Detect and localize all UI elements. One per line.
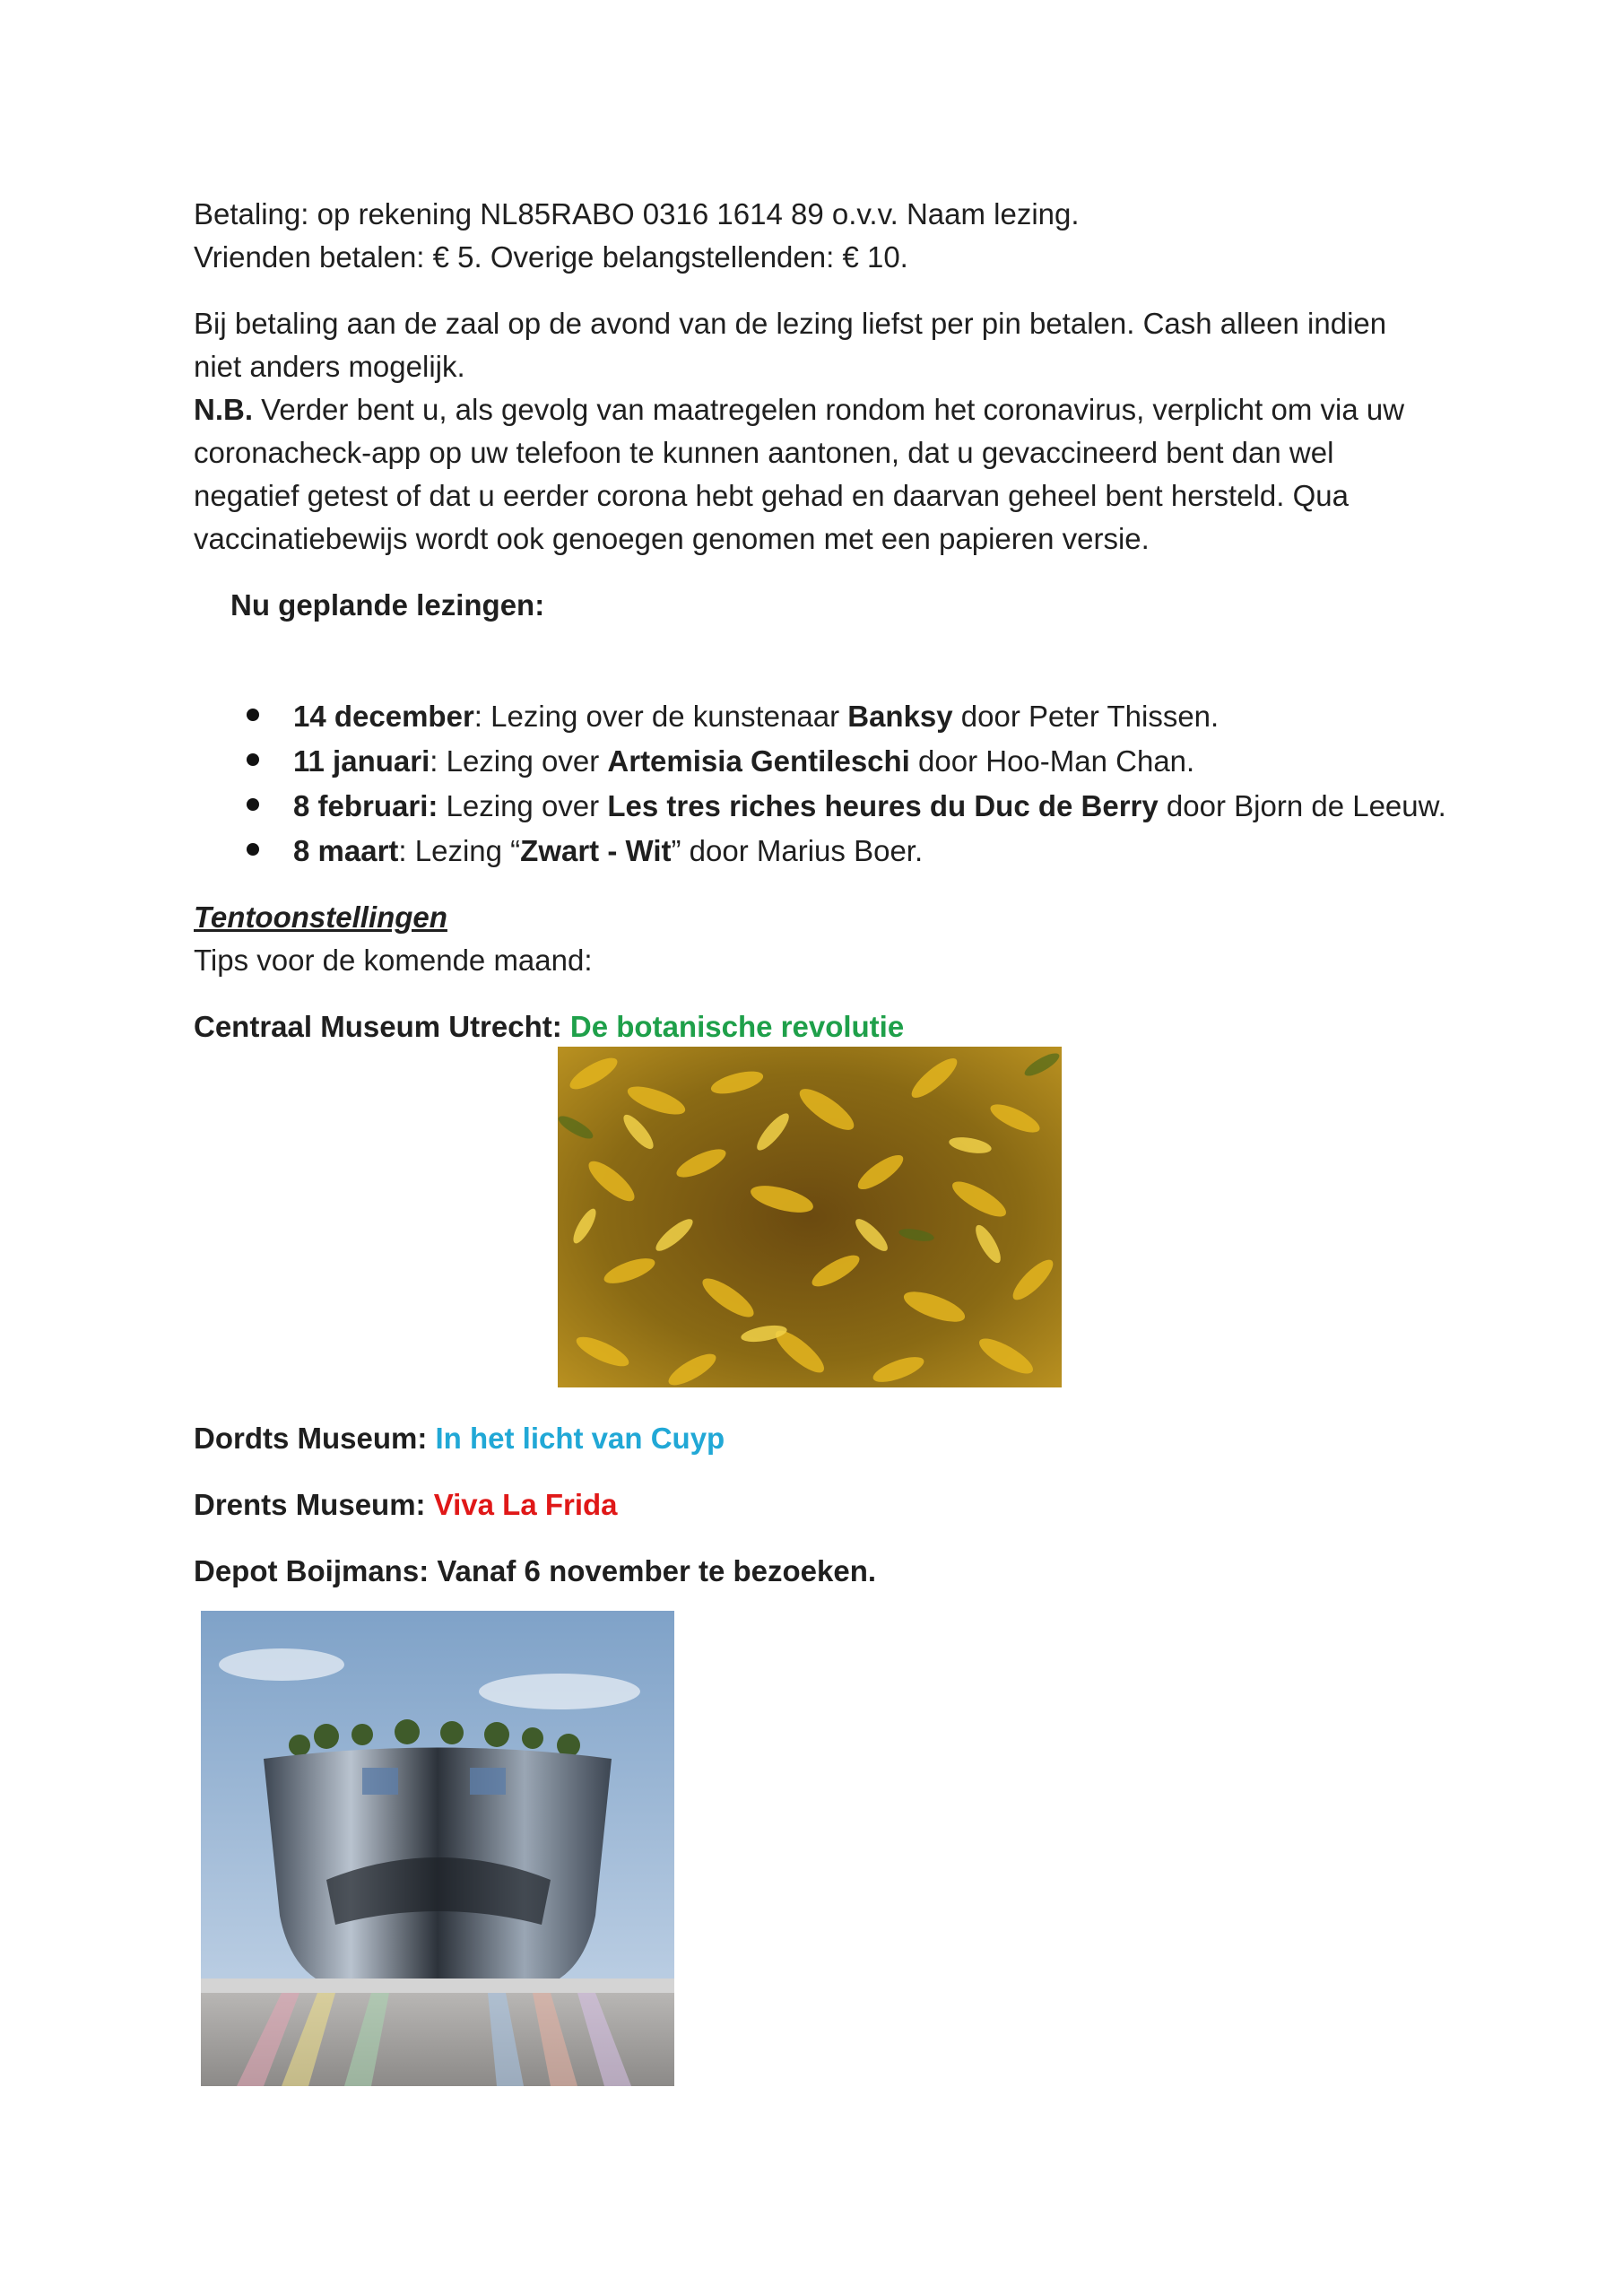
lecture-speaker: door Bjorn de Leeuw. [1158, 789, 1446, 822]
list-item [293, 695, 1219, 738]
exhibitions-heading: Tentoonstellingen [194, 900, 447, 934]
lecture-text: : Lezing over [430, 744, 608, 778]
lecture-text: : Lezing over de kunstenaar [473, 700, 848, 733]
museum-name: Depot Boijmans: Vanaf 6 november te bezoeken. [194, 1554, 877, 1587]
exhibitions-intro: Tips voor de komende maand: [194, 944, 593, 977]
exhibition-title: Viva La Frida [425, 1488, 618, 1521]
lecture-speaker: door Peter Thissen. [952, 700, 1219, 733]
lecture-speaker: ” door Marius Boer. [671, 834, 924, 867]
museum-name: Dordts Museum: [194, 1422, 428, 1455]
exhibition-title: De botanische revolutie [561, 1010, 905, 1043]
nb-line-4: vaccinatiebewijs wordt ook genoegen genomen met een papieren versie. [194, 522, 1150, 555]
nb-text: Verder bent u, als gevolg van maatregelen rondom het coronavirus, verplicht om via uw [253, 393, 1405, 426]
museum-name: Centraal Museum Utrecht: [194, 1010, 562, 1043]
bullet-icon [247, 843, 259, 856]
nb-line-1 [194, 388, 1404, 431]
lecture-subject: Les tres riches heures du Duc de Berry [607, 789, 1159, 822]
exhibition-centraal [194, 1005, 904, 1048]
nb-line-3: negatief getest of dat u eerder corona hebt gehad en daarvan geheel bent hersteld. Qua [194, 479, 1349, 512]
notice-line-1: Bij betaling aan de zaal op de avond van de lezing liefst per pin betalen. Cash alleen indien [194, 307, 1387, 340]
nb-label: N.B. [194, 393, 253, 426]
payment-line-1: Betaling: op rekening NL85RABO 0316 1614 89 o.v.v. Naam lezing. [194, 197, 1080, 230]
lecture-subject: Banksy [847, 700, 953, 733]
lecture-date: 11 januari [293, 744, 430, 778]
nb-line-2: coronacheck-app op uw telefoon te kunnen aantonen, dat u gevaccineerd bent dan wel [194, 436, 1334, 469]
lecture-subject: Artemisia Gentileschi [607, 744, 910, 778]
exhibition-title: In het licht van Cuyp [427, 1422, 725, 1455]
lecture-subject: Zwart - Wit [520, 834, 672, 867]
payment-line-2: Vrienden betalen: € 5. Overige belangstellenden: € 10. [194, 240, 908, 274]
bullet-icon [247, 709, 259, 721]
list-item [293, 740, 1194, 783]
museum-name: Drents Museum: [194, 1488, 426, 1521]
lecture-text: Lezing over [438, 789, 608, 822]
notice-line-2: niet anders mogelijk. [194, 350, 465, 383]
lectures-heading: Nu geplande lezingen: [230, 588, 545, 622]
list-item [293, 830, 923, 873]
depot-boijmans-photo [201, 1611, 674, 2086]
exhibition-dordts [194, 1417, 725, 1460]
list-item [293, 785, 1446, 828]
lecture-date: 8 maart [293, 834, 399, 867]
lecture-date: 8 februari: [293, 789, 438, 822]
lecture-speaker: door Hoo-Man Chan. [909, 744, 1195, 778]
bullet-icon [247, 798, 259, 811]
lecture-date: 14 december [293, 700, 474, 733]
bullet-icon [247, 753, 259, 766]
lecture-text: : Lezing “ [398, 834, 521, 867]
exhibition-depot [194, 1550, 876, 1593]
exhibition-drents [194, 1483, 618, 1526]
foliage-photo [558, 1047, 1062, 1387]
